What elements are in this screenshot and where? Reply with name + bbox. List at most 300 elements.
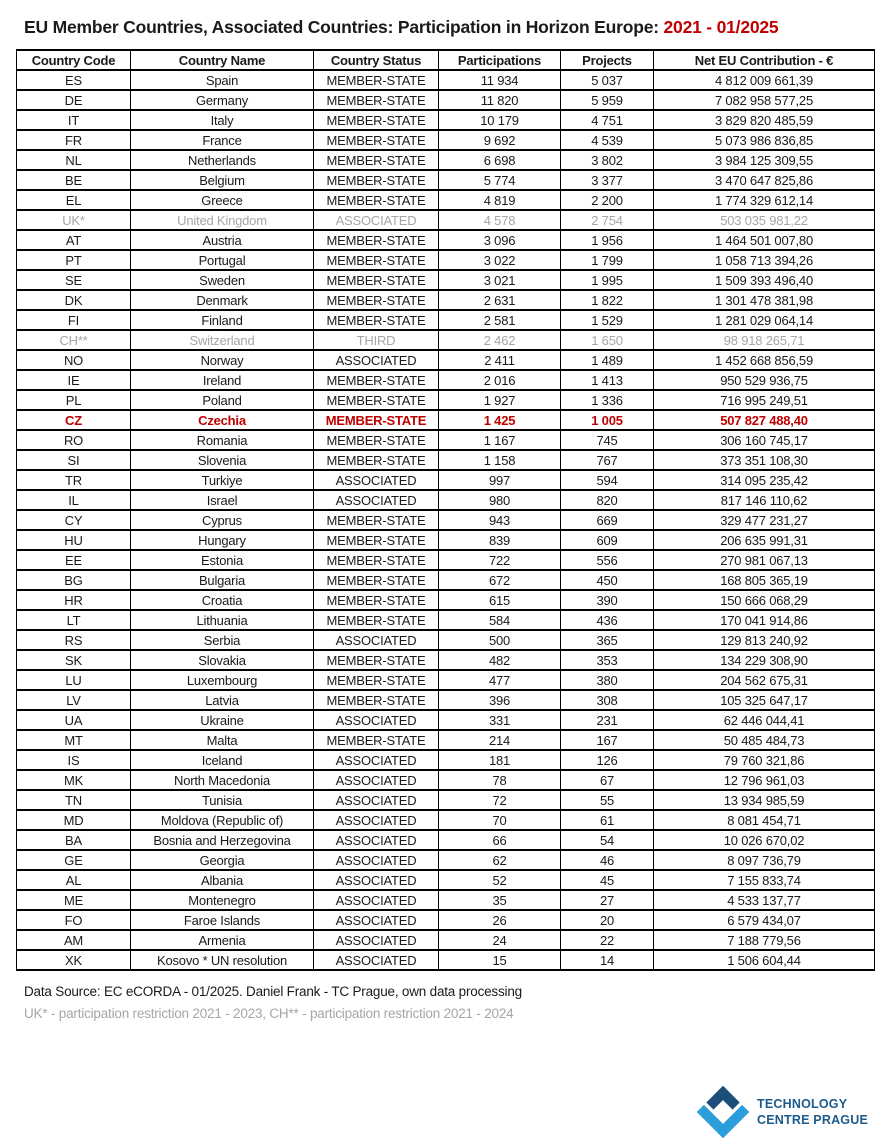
table-row xyxy=(17,350,875,370)
cell-country-code: ME xyxy=(17,890,131,910)
cell-participations: 24 xyxy=(439,930,561,950)
cell-projects: 55 xyxy=(561,790,654,810)
cell-projects: 1 489 xyxy=(561,350,654,370)
table-row xyxy=(17,870,875,890)
cell-country-code: GE xyxy=(17,850,131,870)
cell-participations: 5 774 xyxy=(439,170,561,190)
cell-country-status: MEMBER-STATE xyxy=(314,410,439,430)
cell-participations: 26 xyxy=(439,910,561,930)
cell-country-code: BG xyxy=(17,570,131,590)
cell-projects: 231 xyxy=(561,710,654,730)
cell-country-code: NL xyxy=(17,150,131,170)
cell-participations: 615 xyxy=(439,590,561,610)
table-row xyxy=(17,70,875,90)
table-row xyxy=(17,810,875,830)
data-source-text: Data Source: EC eCORDA - 01/2025. Daniel Frank - TC Prague, own data processing xyxy=(24,984,522,999)
cell-country-status: MEMBER-STATE xyxy=(314,570,439,590)
cell-country-name: Ireland xyxy=(131,370,314,390)
cell-participations: 4 819 xyxy=(439,190,561,210)
cell-country-status: ASSOCIATED xyxy=(314,830,439,850)
cell-country-status: ASSOCIATED xyxy=(314,770,439,790)
cell-participations: 839 xyxy=(439,530,561,550)
cell-participations: 3 022 xyxy=(439,250,561,270)
cell-country-name: Montenegro xyxy=(131,890,314,910)
cell-projects: 1 822 xyxy=(561,290,654,310)
cell-participations: 78 xyxy=(439,770,561,790)
cell-country-code: TR xyxy=(17,470,131,490)
cell-participations: 331 xyxy=(439,710,561,730)
cell-country-status: MEMBER-STATE xyxy=(314,730,439,750)
cell-country-name: Finland xyxy=(131,310,314,330)
cell-country-code: LV xyxy=(17,690,131,710)
cell-country-name: Serbia xyxy=(131,630,314,650)
cell-participations: 214 xyxy=(439,730,561,750)
cell-country-code: EL xyxy=(17,190,131,210)
cell-net-eu-contribution: 206 635 991,31 xyxy=(654,530,875,550)
cell-net-eu-contribution: 6 579 434,07 xyxy=(654,910,875,930)
cell-projects: 46 xyxy=(561,850,654,870)
cell-country-code: IS xyxy=(17,750,131,770)
cell-country-name: Lithuania xyxy=(131,610,314,630)
cell-projects: 1 336 xyxy=(561,390,654,410)
cell-projects: 1 956 xyxy=(561,230,654,250)
cell-participations: 10 179 xyxy=(439,110,561,130)
table-row xyxy=(17,610,875,630)
table-row xyxy=(17,950,875,970)
cell-country-status: MEMBER-STATE xyxy=(314,190,439,210)
cell-country-name: Tunisia xyxy=(131,790,314,810)
cell-participations: 1 927 xyxy=(439,390,561,410)
cell-projects: 390 xyxy=(561,590,654,610)
cell-net-eu-contribution: 3 470 647 825,86 xyxy=(654,170,875,190)
cell-projects: 353 xyxy=(561,650,654,670)
cell-country-code: ES xyxy=(17,70,131,90)
cell-participations: 35 xyxy=(439,890,561,910)
table-row xyxy=(17,910,875,930)
cell-participations: 11 934 xyxy=(439,70,561,90)
cell-country-status: ASSOCIATED xyxy=(314,850,439,870)
cell-participations: 997 xyxy=(439,470,561,490)
cell-participations: 11 820 xyxy=(439,90,561,110)
cell-projects: 745 xyxy=(561,430,654,450)
cell-country-name: Czechia xyxy=(131,410,314,430)
cell-country-name: Austria xyxy=(131,230,314,250)
cell-projects: 609 xyxy=(561,530,654,550)
cell-projects: 436 xyxy=(561,610,654,630)
cell-country-code: SK xyxy=(17,650,131,670)
cell-country-status: ASSOCIATED xyxy=(314,870,439,890)
cell-country-status: MEMBER-STATE xyxy=(314,650,439,670)
cell-country-name: Slovakia xyxy=(131,650,314,670)
cell-country-name: United Kingdom xyxy=(131,210,314,230)
cell-projects: 14 xyxy=(561,950,654,970)
cell-country-status: ASSOCIATED xyxy=(314,810,439,830)
cell-country-status: MEMBER-STATE xyxy=(314,230,439,250)
cell-projects: 1 529 xyxy=(561,310,654,330)
cell-participations: 3 096 xyxy=(439,230,561,250)
cell-net-eu-contribution: 3 984 125 309,55 xyxy=(654,150,875,170)
cell-country-code: SI xyxy=(17,450,131,470)
cell-net-eu-contribution: 7 188 779,56 xyxy=(654,930,875,950)
cell-country-status: MEMBER-STATE xyxy=(314,110,439,130)
cell-country-status: MEMBER-STATE xyxy=(314,450,439,470)
cell-projects: 2 200 xyxy=(561,190,654,210)
cell-country-status: MEMBER-STATE xyxy=(314,290,439,310)
cell-net-eu-contribution: 1 509 393 496,40 xyxy=(654,270,875,290)
cell-country-name: Belgium xyxy=(131,170,314,190)
cell-country-name: Slovenia xyxy=(131,450,314,470)
header-country-code: Country Code xyxy=(17,50,131,70)
cell-country-status: ASSOCIATED xyxy=(314,950,439,970)
cell-net-eu-contribution: 4 533 137,77 xyxy=(654,890,875,910)
cell-projects: 1 650 xyxy=(561,330,654,350)
cell-net-eu-contribution: 306 160 745,17 xyxy=(654,430,875,450)
cell-country-status: MEMBER-STATE xyxy=(314,130,439,150)
table-row xyxy=(17,770,875,790)
cell-country-code: UA xyxy=(17,710,131,730)
cell-country-status: ASSOCIATED xyxy=(314,350,439,370)
cell-net-eu-contribution: 4 812 009 661,39 xyxy=(654,70,875,90)
cell-projects: 380 xyxy=(561,670,654,690)
table-row xyxy=(17,730,875,750)
cell-country-code: CH** xyxy=(17,330,131,350)
cell-country-status: THIRD xyxy=(314,330,439,350)
cell-net-eu-contribution: 170 041 914,86 xyxy=(654,610,875,630)
cell-country-name: North Macedonia xyxy=(131,770,314,790)
cell-country-code: HR xyxy=(17,590,131,610)
header-projects: Projects xyxy=(561,50,654,70)
cell-country-code: DK xyxy=(17,290,131,310)
cell-projects: 4 539 xyxy=(561,130,654,150)
tc-prague-diamond-icon xyxy=(696,1085,750,1139)
cell-country-name: Bosnia and Herzegovina xyxy=(131,830,314,850)
cell-net-eu-contribution: 8 097 736,79 xyxy=(654,850,875,870)
cell-country-status: MEMBER-STATE xyxy=(314,310,439,330)
cell-participations: 66 xyxy=(439,830,561,850)
cell-country-name: Faroe Islands xyxy=(131,910,314,930)
cell-projects: 5 959 xyxy=(561,90,654,110)
cell-projects: 4 751 xyxy=(561,110,654,130)
cell-participations: 2 411 xyxy=(439,350,561,370)
cell-country-name: Israel xyxy=(131,490,314,510)
cell-net-eu-contribution: 329 477 231,27 xyxy=(654,510,875,530)
cell-net-eu-contribution: 3 829 820 485,59 xyxy=(654,110,875,130)
cell-country-name: Sweden xyxy=(131,270,314,290)
table-row xyxy=(17,850,875,870)
cell-participations: 9 692 xyxy=(439,130,561,150)
cell-country-name: Germany xyxy=(131,90,314,110)
table-row xyxy=(17,570,875,590)
cell-country-name: Netherlands xyxy=(131,150,314,170)
cell-country-status: ASSOCIATED xyxy=(314,470,439,490)
cell-projects: 5 037 xyxy=(561,70,654,90)
cell-country-status: MEMBER-STATE xyxy=(314,550,439,570)
cell-country-status: ASSOCIATED xyxy=(314,930,439,950)
page-title-period: 2021 - 01/2025 xyxy=(663,17,779,37)
cell-country-code: PL xyxy=(17,390,131,410)
cell-projects: 820 xyxy=(561,490,654,510)
cell-country-code: FR xyxy=(17,130,131,150)
cell-participations: 62 xyxy=(439,850,561,870)
cell-participations: 2 631 xyxy=(439,290,561,310)
cell-country-name: Norway xyxy=(131,350,314,370)
table-row xyxy=(17,190,875,210)
cell-net-eu-contribution: 62 446 044,41 xyxy=(654,710,875,730)
table-row xyxy=(17,790,875,810)
cell-net-eu-contribution: 10 026 670,02 xyxy=(654,830,875,850)
cell-country-name: Luxembourg xyxy=(131,670,314,690)
cell-country-code: SE xyxy=(17,270,131,290)
cell-country-name: Iceland xyxy=(131,750,314,770)
cell-participations: 396 xyxy=(439,690,561,710)
cell-country-status: ASSOCIATED xyxy=(314,210,439,230)
cell-country-name: Ukraine xyxy=(131,710,314,730)
cell-projects: 1 413 xyxy=(561,370,654,390)
header-country-name: Country Name xyxy=(131,50,314,70)
cell-projects: 1 005 xyxy=(561,410,654,430)
cell-net-eu-contribution: 1 058 713 394,26 xyxy=(654,250,875,270)
cell-participations: 672 xyxy=(439,570,561,590)
table-row xyxy=(17,930,875,950)
cell-participations: 943 xyxy=(439,510,561,530)
cell-projects: 45 xyxy=(561,870,654,890)
table-row xyxy=(17,550,875,570)
cell-participations: 2 581 xyxy=(439,310,561,330)
cell-participations: 482 xyxy=(439,650,561,670)
cell-country-code: AM xyxy=(17,930,131,950)
cell-projects: 167 xyxy=(561,730,654,750)
cell-net-eu-contribution: 950 529 936,75 xyxy=(654,370,875,390)
cell-participations: 2 016 xyxy=(439,370,561,390)
cell-country-status: ASSOCIATED xyxy=(314,490,439,510)
restriction-note-text: UK* - participation restriction 2021 - 2023, CH** - participation restriction 2021 - 2024 xyxy=(24,1006,514,1021)
cell-country-code: MK xyxy=(17,770,131,790)
table-row xyxy=(17,630,875,650)
cell-country-name: Poland xyxy=(131,390,314,410)
cell-net-eu-contribution: 716 995 249,51 xyxy=(654,390,875,410)
header-country-status: Country Status xyxy=(314,50,439,70)
cell-participations: 4 578 xyxy=(439,210,561,230)
cell-country-name: Albania xyxy=(131,870,314,890)
cell-country-name: Spain xyxy=(131,70,314,90)
logo-line2: CENTRE PRAGUE xyxy=(757,1113,868,1127)
table-row xyxy=(17,250,875,270)
cell-country-code: UK* xyxy=(17,210,131,230)
cell-country-status: ASSOCIATED xyxy=(314,890,439,910)
cell-country-name: Malta xyxy=(131,730,314,750)
cell-participations: 1 158 xyxy=(439,450,561,470)
cell-projects: 669 xyxy=(561,510,654,530)
cell-projects: 365 xyxy=(561,630,654,650)
table-row xyxy=(17,90,875,110)
table-row xyxy=(17,110,875,130)
cell-country-name: Turkiye xyxy=(131,470,314,490)
cell-country-status: ASSOCIATED xyxy=(314,750,439,770)
cell-country-code: TN xyxy=(17,790,131,810)
cell-country-status: MEMBER-STATE xyxy=(314,670,439,690)
cell-net-eu-contribution: 507 827 488,40 xyxy=(654,410,875,430)
logo-wordmark xyxy=(757,1096,868,1129)
cell-country-code: FO xyxy=(17,910,131,930)
table-row xyxy=(17,150,875,170)
cell-net-eu-contribution: 7 082 958 577,25 xyxy=(654,90,875,110)
cell-net-eu-contribution: 270 981 067,13 xyxy=(654,550,875,570)
cell-country-status: MEMBER-STATE xyxy=(314,70,439,90)
table-row xyxy=(17,830,875,850)
table-row xyxy=(17,590,875,610)
table-row xyxy=(17,650,875,670)
cell-country-status: MEMBER-STATE xyxy=(314,530,439,550)
table-row xyxy=(17,210,875,230)
table-row xyxy=(17,510,875,530)
cell-net-eu-contribution: 79 760 321,86 xyxy=(654,750,875,770)
cell-participations: 722 xyxy=(439,550,561,570)
cell-projects: 3 802 xyxy=(561,150,654,170)
cell-net-eu-contribution: 204 562 675,31 xyxy=(654,670,875,690)
cell-projects: 54 xyxy=(561,830,654,850)
cell-country-code: FI xyxy=(17,310,131,330)
cell-country-code: XK xyxy=(17,950,131,970)
cell-country-status: MEMBER-STATE xyxy=(314,170,439,190)
cell-participations: 2 462 xyxy=(439,330,561,350)
cell-country-code: HU xyxy=(17,530,131,550)
cell-country-status: MEMBER-STATE xyxy=(314,150,439,170)
cell-country-code: RS xyxy=(17,630,131,650)
cell-net-eu-contribution: 150 666 068,29 xyxy=(654,590,875,610)
cell-country-status: MEMBER-STATE xyxy=(314,510,439,530)
cell-net-eu-contribution: 50 485 484,73 xyxy=(654,730,875,750)
cell-country-code: CY xyxy=(17,510,131,530)
cell-country-status: MEMBER-STATE xyxy=(314,90,439,110)
table-row xyxy=(17,290,875,310)
cell-country-name: Georgia xyxy=(131,850,314,870)
table-row xyxy=(17,710,875,730)
cell-country-name: Estonia xyxy=(131,550,314,570)
table-row xyxy=(17,430,875,450)
logo-line1: TECHNOLOGY xyxy=(757,1096,848,1111)
cell-country-code: PT xyxy=(17,250,131,270)
cell-projects: 450 xyxy=(561,570,654,590)
cell-country-status: MEMBER-STATE xyxy=(314,370,439,390)
cell-participations: 1 167 xyxy=(439,430,561,450)
cell-country-code: DE xyxy=(17,90,131,110)
cell-net-eu-contribution: 503 035 981,22 xyxy=(654,210,875,230)
cell-projects: 67 xyxy=(561,770,654,790)
cell-net-eu-contribution: 1 774 329 612,14 xyxy=(654,190,875,210)
cell-participations: 500 xyxy=(439,630,561,650)
cell-net-eu-contribution: 1 281 029 064,14 xyxy=(654,310,875,330)
cell-country-status: MEMBER-STATE xyxy=(314,610,439,630)
cell-country-code: IE xyxy=(17,370,131,390)
cell-country-status: MEMBER-STATE xyxy=(314,250,439,270)
cell-participations: 15 xyxy=(439,950,561,970)
cell-net-eu-contribution: 129 813 240,92 xyxy=(654,630,875,650)
table-row xyxy=(17,310,875,330)
table-row xyxy=(17,690,875,710)
cell-country-status: MEMBER-STATE xyxy=(314,590,439,610)
cell-projects: 1 995 xyxy=(561,270,654,290)
cell-country-status: MEMBER-STATE xyxy=(314,690,439,710)
header-net-eu-contribution: Net EU Contribution - € xyxy=(654,50,875,70)
cell-country-code: EE xyxy=(17,550,131,570)
cell-country-code: BE xyxy=(17,170,131,190)
cell-country-code: CZ xyxy=(17,410,131,430)
table-row xyxy=(17,330,875,350)
cell-projects: 2 754 xyxy=(561,210,654,230)
table-row xyxy=(17,130,875,150)
cell-net-eu-contribution: 1 464 501 007,80 xyxy=(654,230,875,250)
cell-projects: 22 xyxy=(561,930,654,950)
cell-projects: 3 377 xyxy=(561,170,654,190)
cell-country-code: IL xyxy=(17,490,131,510)
table-row xyxy=(17,890,875,910)
cell-participations: 72 xyxy=(439,790,561,810)
cell-net-eu-contribution: 7 155 833,74 xyxy=(654,870,875,890)
cell-net-eu-contribution: 98 918 265,71 xyxy=(654,330,875,350)
header-participations: Participations xyxy=(439,50,561,70)
cell-participations: 584 xyxy=(439,610,561,630)
cell-participations: 3 021 xyxy=(439,270,561,290)
cell-net-eu-contribution: 1 506 604,44 xyxy=(654,950,875,970)
table-row xyxy=(17,470,875,490)
cell-net-eu-contribution: 12 796 961,03 xyxy=(654,770,875,790)
cell-country-code: AL xyxy=(17,870,131,890)
cell-net-eu-contribution: 817 146 110,62 xyxy=(654,490,875,510)
participation-table xyxy=(16,49,875,971)
table-row xyxy=(17,670,875,690)
table-row xyxy=(17,370,875,390)
cell-net-eu-contribution: 168 805 365,19 xyxy=(654,570,875,590)
cell-country-name: Greece xyxy=(131,190,314,210)
cell-participations: 1 425 xyxy=(439,410,561,430)
table-row xyxy=(17,490,875,510)
footer xyxy=(24,984,890,1021)
cell-country-status: ASSOCIATED xyxy=(314,710,439,730)
cell-net-eu-contribution: 1 301 478 381,98 xyxy=(654,290,875,310)
cell-projects: 767 xyxy=(561,450,654,470)
cell-country-name: Latvia xyxy=(131,690,314,710)
cell-participations: 70 xyxy=(439,810,561,830)
technology-centre-prague-logo xyxy=(696,1085,868,1139)
cell-net-eu-contribution: 5 073 986 836,85 xyxy=(654,130,875,150)
cell-net-eu-contribution: 105 325 647,17 xyxy=(654,690,875,710)
cell-country-status: MEMBER-STATE xyxy=(314,270,439,290)
cell-country-name: Romania xyxy=(131,430,314,450)
cell-country-name: Armenia xyxy=(131,930,314,950)
cell-net-eu-contribution: 13 934 985,59 xyxy=(654,790,875,810)
cell-net-eu-contribution: 134 229 308,90 xyxy=(654,650,875,670)
cell-country-status: MEMBER-STATE xyxy=(314,430,439,450)
cell-country-code: AT xyxy=(17,230,131,250)
cell-participations: 52 xyxy=(439,870,561,890)
cell-country-name: Croatia xyxy=(131,590,314,610)
cell-projects: 126 xyxy=(561,750,654,770)
cell-projects: 20 xyxy=(561,910,654,930)
cell-projects: 308 xyxy=(561,690,654,710)
table-row xyxy=(17,390,875,410)
cell-country-code: NO xyxy=(17,350,131,370)
cell-country-name: Cyprus xyxy=(131,510,314,530)
table-header-row xyxy=(17,50,875,70)
cell-country-status: ASSOCIATED xyxy=(314,790,439,810)
cell-country-name: Italy xyxy=(131,110,314,130)
cell-country-code: BA xyxy=(17,830,131,850)
cell-country-name: Switzerland xyxy=(131,330,314,350)
cell-net-eu-contribution: 314 095 235,42 xyxy=(654,470,875,490)
cell-projects: 594 xyxy=(561,470,654,490)
table-row xyxy=(17,450,875,470)
table-row xyxy=(17,750,875,770)
